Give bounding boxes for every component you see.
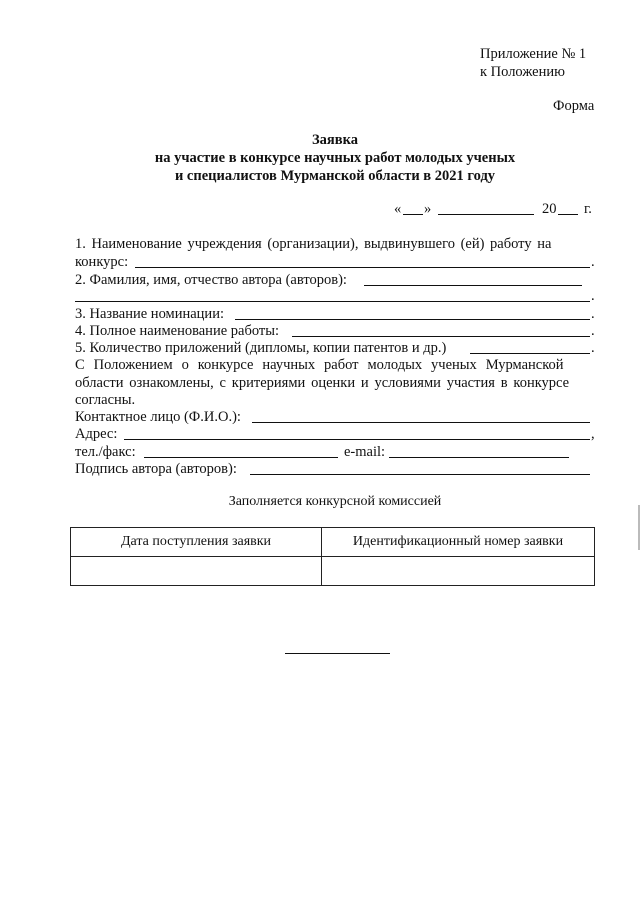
end-separator bbox=[285, 653, 390, 654]
field-5-period: . bbox=[591, 340, 595, 356]
phone-input-line[interactable] bbox=[144, 457, 338, 458]
date-year-blank[interactable] bbox=[558, 214, 578, 215]
email-input-line[interactable] bbox=[389, 457, 569, 458]
appendix-regulation: к Положению bbox=[480, 64, 565, 80]
field-5-label: 5. Количество приложений (дипломы, копии патентов и др.) bbox=[75, 340, 447, 356]
field-2-label: 2. Фамилия, имя, отчество автора (авторов): bbox=[75, 272, 347, 288]
date-day-blank[interactable] bbox=[403, 214, 423, 215]
date-open-quote: « bbox=[394, 201, 402, 217]
address-label: Адрес: bbox=[75, 426, 118, 442]
committee-table-header-row bbox=[71, 528, 595, 557]
cell-id-number[interactable] bbox=[322, 557, 595, 586]
consent-text-line3: согласны. bbox=[75, 392, 136, 408]
field-2-input-line-2[interactable] bbox=[75, 301, 590, 302]
column-header-id-number: Идентификационный номер заявки bbox=[322, 528, 595, 557]
field-2-input-line[interactable] bbox=[364, 285, 582, 286]
consent-text-line1: С Положением о конкурсе научных работ молодых ученых Мурманской bbox=[75, 357, 564, 373]
field-4-label: 4. Полное наименование работы: bbox=[75, 323, 279, 339]
phone-label: тел./факс: bbox=[75, 444, 136, 460]
date-close-quote: » bbox=[424, 201, 432, 217]
field-4-period: . bbox=[591, 323, 595, 339]
contact-person-input-line[interactable] bbox=[252, 422, 590, 423]
document-subtitle-line1: на участие в конкурсе научных работ молодых ученых bbox=[154, 150, 516, 166]
email-label: e-mail: bbox=[344, 444, 386, 460]
date-year-suffix: г. bbox=[584, 201, 592, 217]
field-3-input-line[interactable] bbox=[235, 319, 590, 320]
signature-input-line[interactable] bbox=[250, 474, 590, 475]
document-subtitle-line2: и специалистов Мурманской области в 2021 году bbox=[174, 168, 496, 184]
field-4-input-line[interactable] bbox=[292, 336, 590, 337]
date-year-prefix: 20 bbox=[542, 201, 557, 217]
field-1-label: 1. Наименование учреждения (организации), выдвинувшего (ей) работу на bbox=[75, 236, 552, 252]
cell-date-received[interactable] bbox=[71, 557, 322, 586]
column-header-date-received: Дата поступления заявки bbox=[71, 528, 322, 557]
signature-label: Подпись автора (авторов): bbox=[75, 461, 237, 477]
field-2-period: . bbox=[591, 288, 595, 304]
committee-table bbox=[70, 527, 595, 586]
address-input-line[interactable] bbox=[124, 439, 590, 440]
field-1-label-cont: конкурс: bbox=[75, 254, 129, 270]
date-month-blank[interactable] bbox=[438, 214, 534, 215]
address-comma: , bbox=[591, 426, 595, 442]
contact-person-label: Контактное лицо (Ф.И.О.): bbox=[75, 409, 241, 425]
appendix-number: Приложение № 1 bbox=[480, 46, 587, 62]
committee-caption: Заполняется конкурсной комиссией bbox=[228, 494, 442, 509]
consent-text-line2: области ознакомлены, с критериями оценки и условиями участия в конкурсе bbox=[75, 375, 570, 391]
document-title: Заявка bbox=[312, 132, 358, 148]
field-3-period: . bbox=[591, 306, 595, 322]
field-3-label: 3. Название номинации: bbox=[75, 306, 224, 322]
field-1-period: . bbox=[591, 254, 595, 270]
committee-table-row bbox=[71, 557, 595, 586]
field-5-input-line[interactable] bbox=[470, 353, 590, 354]
field-1-input-line[interactable] bbox=[135, 267, 590, 268]
form-label: Форма bbox=[553, 98, 595, 114]
